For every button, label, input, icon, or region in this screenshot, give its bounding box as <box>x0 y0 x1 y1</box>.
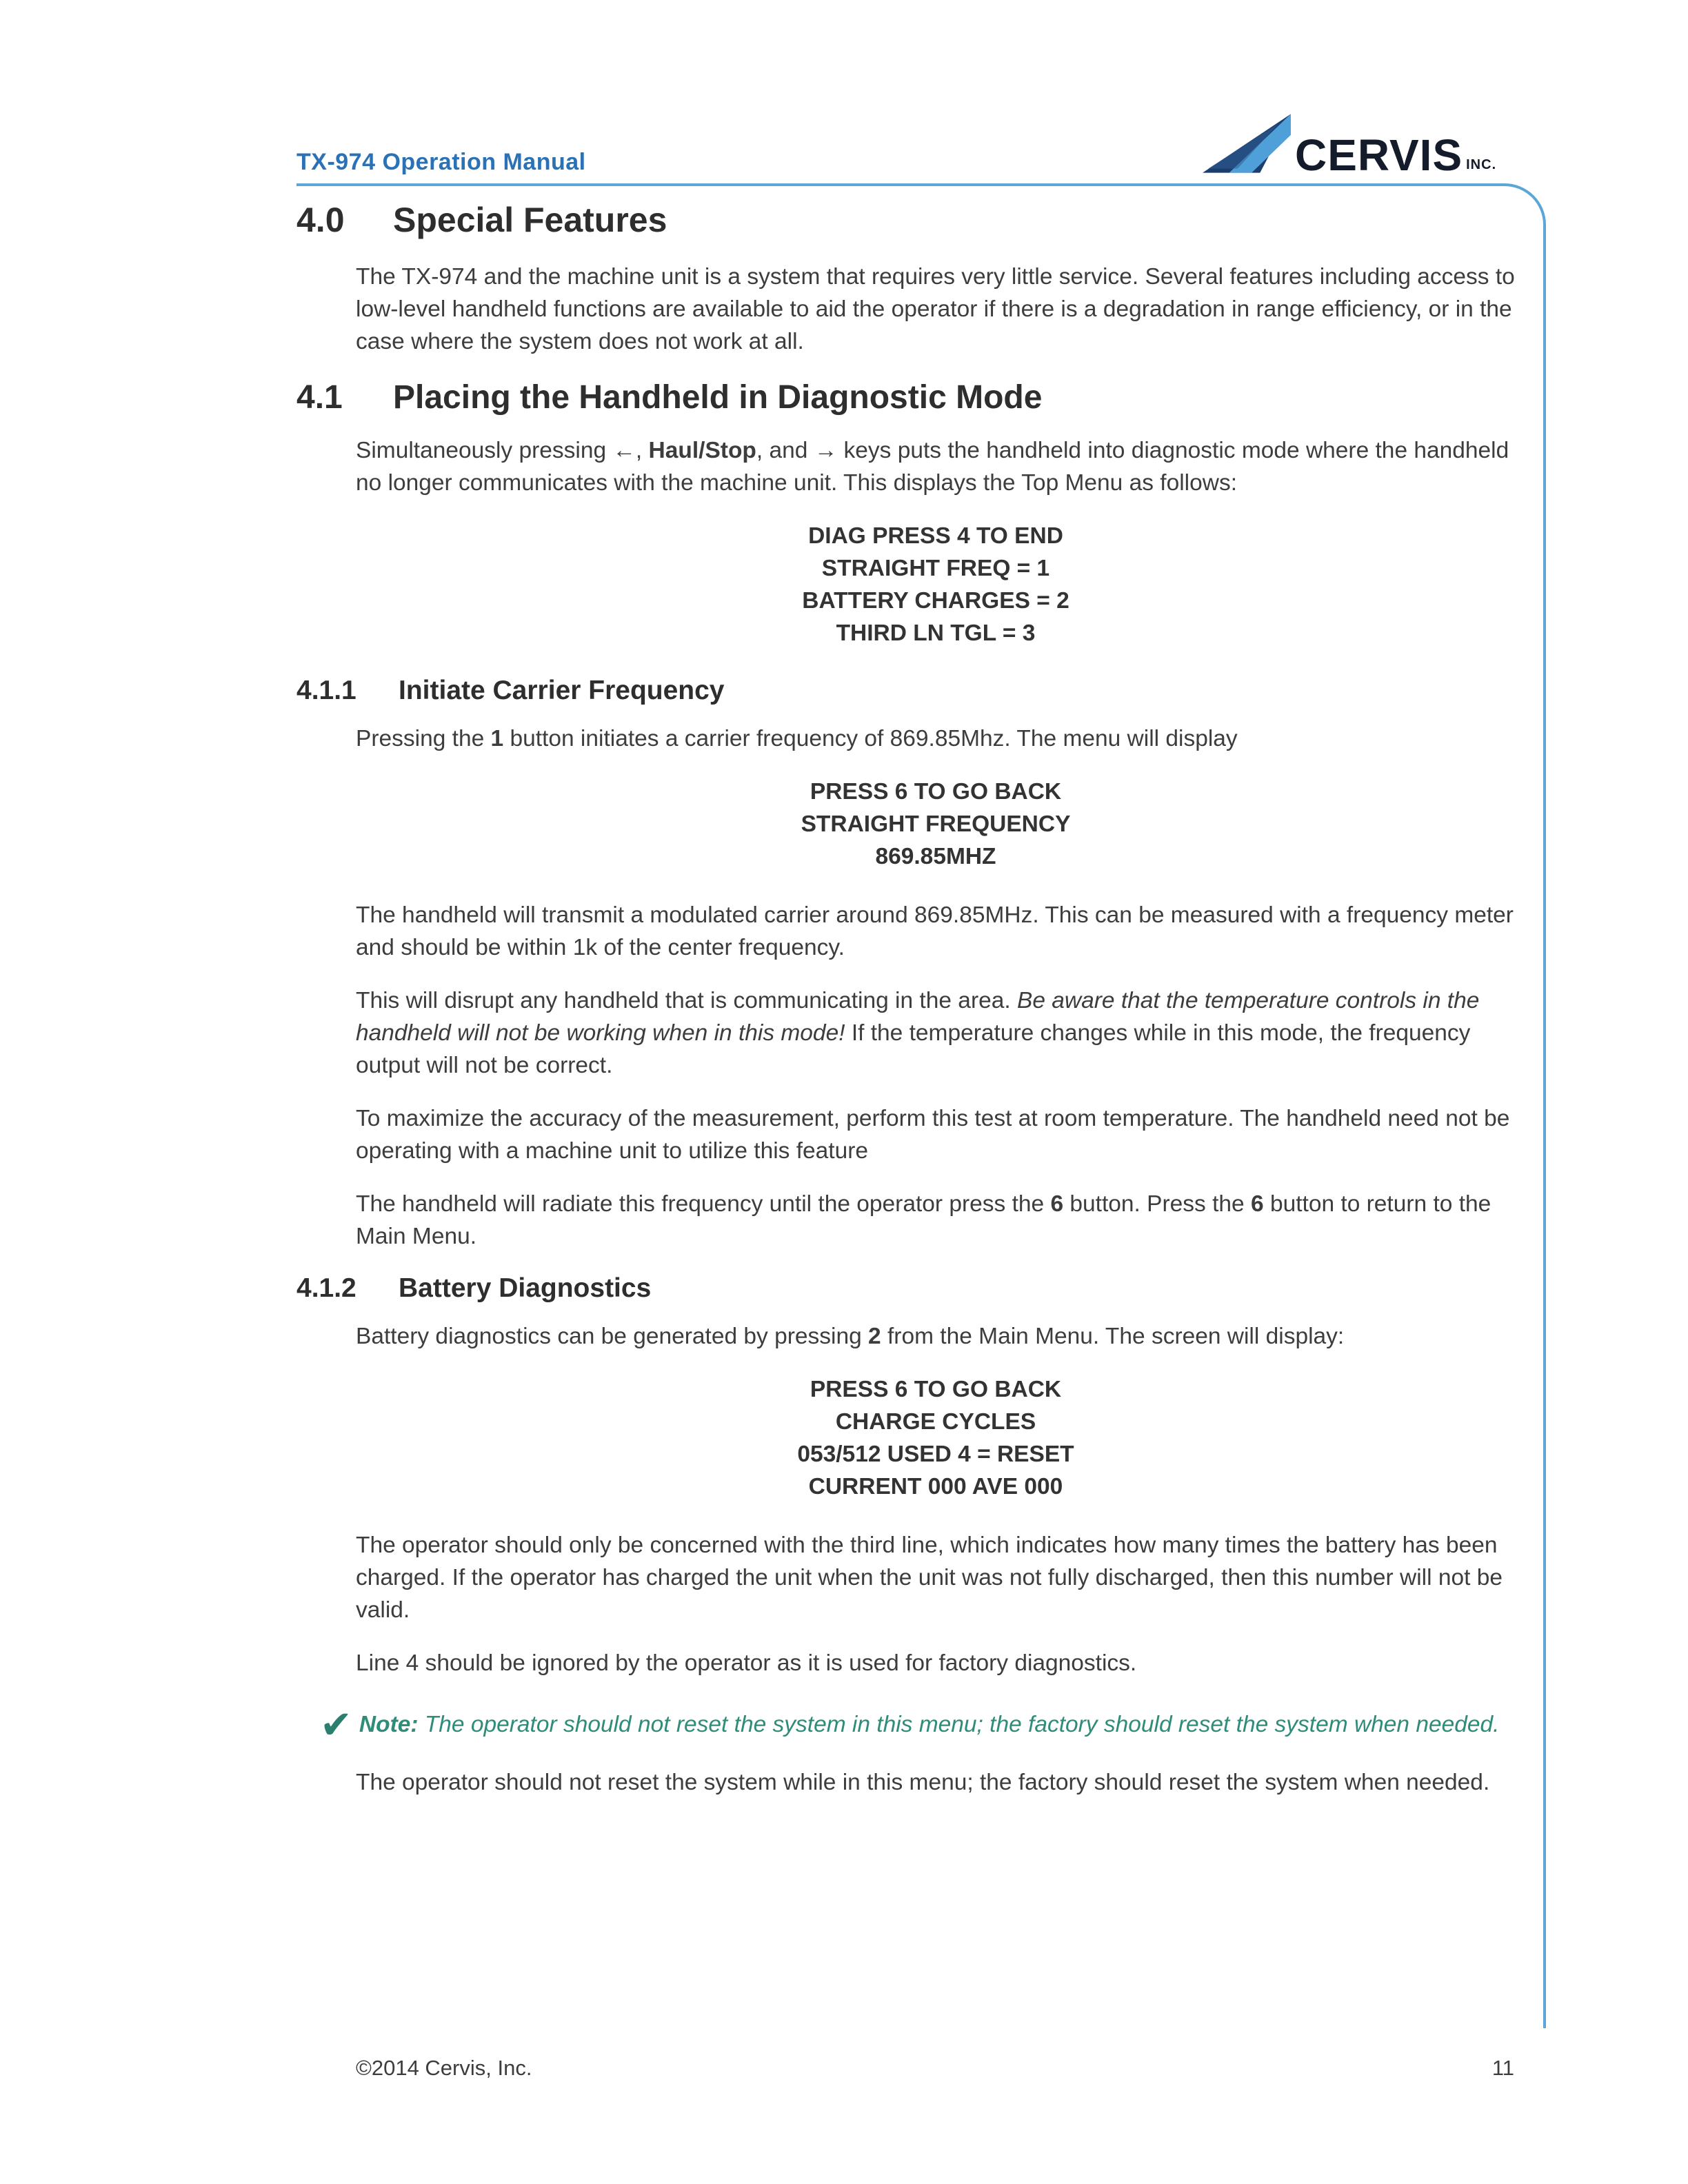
haul-stop-key-label: Haul/Stop <box>648 438 756 463</box>
menu-line: PRESS 6 TO GO BACK <box>810 1377 1062 1402</box>
section-title: Initiate Carrier Frequency <box>399 676 725 705</box>
text-segment: Line 4 should be ignored by the operator as it is used for factory diagnostics. <box>356 1650 1137 1676</box>
document-content <box>297 200 1546 1819</box>
paragraph-charge-count <box>356 1529 1516 1626</box>
menu-line: BATTERY CHARGES = 2 <box>802 588 1069 614</box>
section-title: Placing the Handheld in Diagnostic Mode <box>393 379 1043 416</box>
paragraph-room-temperature <box>356 1102 1516 1167</box>
menu-line: 053/512 USED 4 = RESET <box>797 1442 1074 1467</box>
text-segment: The operator should only be concerned with the third line, which indicates how many times the battery has been charged. If the operator has charged the unit when the unit was not fully discharged, then this number will not be valid. <box>356 1533 1503 1623</box>
section-heading-4-1-2 <box>297 1273 1546 1304</box>
right-arrow-key-icon: → <box>814 438 838 463</box>
text-segment: keys puts the handheld into diagnostic mode where the handheld no longer communicates with the machine unit. This displays the Top Menu as follows: <box>356 438 1509 496</box>
text-segment: If the temperature changes while in this mode, the frequency output will not be correct. <box>356 1020 1471 1078</box>
paragraph-transmit-carrier <box>356 899 1516 964</box>
paragraph-radiate-frequency <box>356 1188 1516 1253</box>
copyright-text: ©2014 Cervis, Inc. <box>356 2056 532 2080</box>
note-label: Note: <box>359 1712 419 1737</box>
text-segment: To maximize the accuracy of the measurement, perform this test at room temperature. The handheld need not be operating with a machine unit to utilize this feature <box>356 1106 1510 1164</box>
text-segment: This will disrupt any handheld that is communicating in the area. <box>356 988 1017 1013</box>
section-heading-4-1 <box>297 378 1546 416</box>
section-title: Battery Diagnostics <box>399 1273 652 1303</box>
text-segment: The operator should not reset the system while in this menu; the factory should reset the system when needed. <box>356 1770 1490 1795</box>
note-text: The operator should not reset the system in this menu; the factory should reset the system when needed. <box>418 1712 1500 1737</box>
key-6-label: 6 <box>1050 1191 1064 1217</box>
note-text-block <box>359 1708 1500 1741</box>
text-segment: The handheld will transmit a modulated carrier around 869.85MHz. This can be measured with a frequency meter and should be within 1k of the center frequency. <box>356 902 1514 960</box>
paragraph-battery-diagnostics <box>356 1320 1516 1353</box>
paragraph-special-features-intro <box>356 261 1516 358</box>
text-segment: The TX-974 and the machine unit is a system that requires very little service. Several features including access to low-level handheld functions are available to aid the operator if there is a degradation in range efficiency, or in the case where the system does not work at all. <box>356 264 1515 354</box>
text-segment: Simultaneously pressing <box>356 438 613 463</box>
page-footer <box>297 2056 1545 2081</box>
text-segment: , <box>635 438 649 463</box>
section-number: 4.1.1 <box>297 676 356 705</box>
text-segment: The handheld will radiate this frequency until the operator press the <box>356 1191 1051 1217</box>
checkmark-icon: ✔ <box>320 1703 352 1746</box>
note-callout <box>320 1703 1516 1746</box>
menu-line: STRAIGHT FREQUENCY <box>801 811 1071 837</box>
logo-wordmark: CERVIS <box>1295 130 1463 181</box>
menu-line: THIRD LN TGL = 3 <box>836 620 1036 646</box>
text-segment: , and <box>756 438 814 463</box>
menu-line: STRAIGHT FREQ = 1 <box>821 556 1050 581</box>
section-number: 4.1 <box>297 379 343 416</box>
menu-line: CHARGE CYCLES <box>835 1409 1036 1435</box>
menu-line: CURRENT 000 AVE 000 <box>808 1474 1063 1499</box>
cervis-logo <box>1201 112 1497 181</box>
paragraph-diagnostic-mode <box>356 434 1516 499</box>
paragraph-no-reset <box>356 1766 1516 1799</box>
text-segment: Pressing the <box>356 726 491 751</box>
cervis-logo-icon <box>1201 112 1292 176</box>
logo-inc-suffix: INC. <box>1466 157 1497 172</box>
section-title: Special Features <box>393 201 667 239</box>
key-1-label: 1 <box>490 726 504 751</box>
text-segment: button to return to the Main Menu. <box>356 1191 1491 1249</box>
key-6-label: 6 <box>1251 1191 1264 1217</box>
manual-title: TX-974 Operation Manual <box>297 149 586 175</box>
paragraph-carrier-frequency <box>356 722 1516 755</box>
key-2-label: 2 <box>868 1324 881 1349</box>
menu-line: DIAG PRESS 4 TO END <box>808 523 1063 549</box>
section-number: 4.0 <box>297 201 345 239</box>
text-segment: Battery diagnostics can be generated by pressing <box>356 1324 869 1349</box>
paragraph-line4-ignored <box>356 1647 1516 1679</box>
text-segment: button. Press the <box>1063 1191 1251 1217</box>
page-number: 11 <box>1491 2056 1514 2080</box>
lcd-frequency-menu-display <box>356 776 1516 873</box>
menu-line: PRESS 6 TO GO BACK <box>810 779 1062 805</box>
lcd-battery-menu-display <box>356 1373 1516 1503</box>
lcd-top-menu-display <box>356 520 1516 649</box>
paragraph-disrupt-warning <box>356 984 1516 1082</box>
section-heading-4-0 <box>297 200 1546 240</box>
section-heading-4-1-1 <box>297 676 1546 706</box>
section-number: 4.1.2 <box>297 1273 356 1303</box>
emphasized-warning-text: Be aware that the temperature controls in the handheld will not be working when in this mode! <box>356 988 1480 1046</box>
menu-line: 869.85MHZ <box>875 844 996 869</box>
text-segment: button initiates a carrier frequency of 869.85Mhz. The menu will display <box>503 726 1238 751</box>
text-segment: from the Main Menu. The screen will display: <box>881 1324 1345 1349</box>
left-arrow-key-icon: ← <box>612 438 636 463</box>
